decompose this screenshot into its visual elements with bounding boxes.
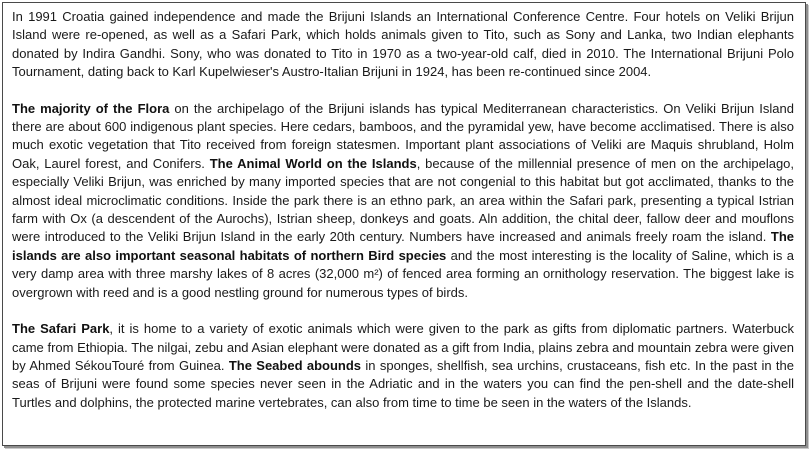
- bird-species-text: and the most interesting is the locality of Saline, which is a very damp area with three marshy lakes of 8 acres (32,000 m²) of fenced area forming an ornithology reservation. The biggest lake is overgrown with reed and is a good nestling ground for numerous types of birds.: [12, 247, 794, 300]
- independence-text: In 1991 Croatia gained independence and made the Brijuni Islands an International Conference Centre. Four hotels on Veliki Brijun Island were re-opened, as well as a Safari Park, which holds animals given to Tito, such as Sony and Lanka, two Indian elephants donated by Indira Gandhi. Sony, who was donated to Tito in 1970 as a two-year-old calf, died in 2010. The International Brijuni Polo Tournament, dating back to Karl Kupelwieser's Austro-Italian Brijuni in 1924, has been re-continued since 2004.: [12, 9, 794, 80]
- article-body: [12, 8, 794, 412]
- paragraph-safari-seabed: [12, 320, 794, 412]
- bird-species-heading: The islands are also important seasonal habitats of northern Bird species: [12, 229, 794, 263]
- animal-world-heading: The Animal World on the Islands: [209, 155, 417, 171]
- safari-park-heading: The Safari Park: [12, 321, 110, 337]
- animal-world-text: , because of the millennial presence of men on the archipelago, especially Veliki Brijun, was enriched by many imported species that are not congenial to this habitat but got acclimated, thanks to the almost ideal microclimatic conditions. Inside the park there is an ethno park, an area within the Safari park, presenting a typical Istrian farm with Ox (a descendent of the Aurochs), Istrian sheep, donkeys and goats. Aln addition, the chital deer, fallow deer and mouflons were introduced to the Veliki Brijun Island in the early 20th century. Numbers have increased and animals freely roam the island.: [12, 155, 795, 245]
- flora-heading: The majority of the Flora: [12, 100, 170, 116]
- seabed-text: in sponges, shellfish, sea urchins, crustaceans, fish etc. In the past in the seas of Brijuni were found some species never seen in the Adriatic and in the waters you can find the pen-shell and the date-shell Turtles and dolphins, the protected marine vertebrates, can also from time to time be seen in the waters of the Islands.: [12, 357, 794, 410]
- safari-park-text: , it is home to a variety of exotic animals which were given to the park as gifts from diplomatic partners. Waterbuck came from Ethiopia. The nilgai, zebu and Asian elephant were donated as a gift from India, plains zebra and mountain zebra were given by Ahmed SékouTouré from Guinea.: [12, 321, 794, 373]
- flora-text: on the archipelago of the Brijuni islands has typical Mediterranean characteristics. On Veliki Brijun Island there are about 600 indigenous plant species. Here cedars, bamboos, and the pyramidal yew, have become acclimatised. There is also much exotic vegetation that Tito received from foreign statesmen. Important plant associations of Veliki are Maquis shrubland, Holm Oak, Laurel forest, and Conifers.: [12, 100, 794, 171]
- paragraph-flora-fauna: [12, 100, 794, 302]
- text-panel: [2, 2, 806, 446]
- paragraph-independence: [12, 8, 794, 82]
- seabed-heading: The Seabed abounds: [228, 357, 362, 373]
